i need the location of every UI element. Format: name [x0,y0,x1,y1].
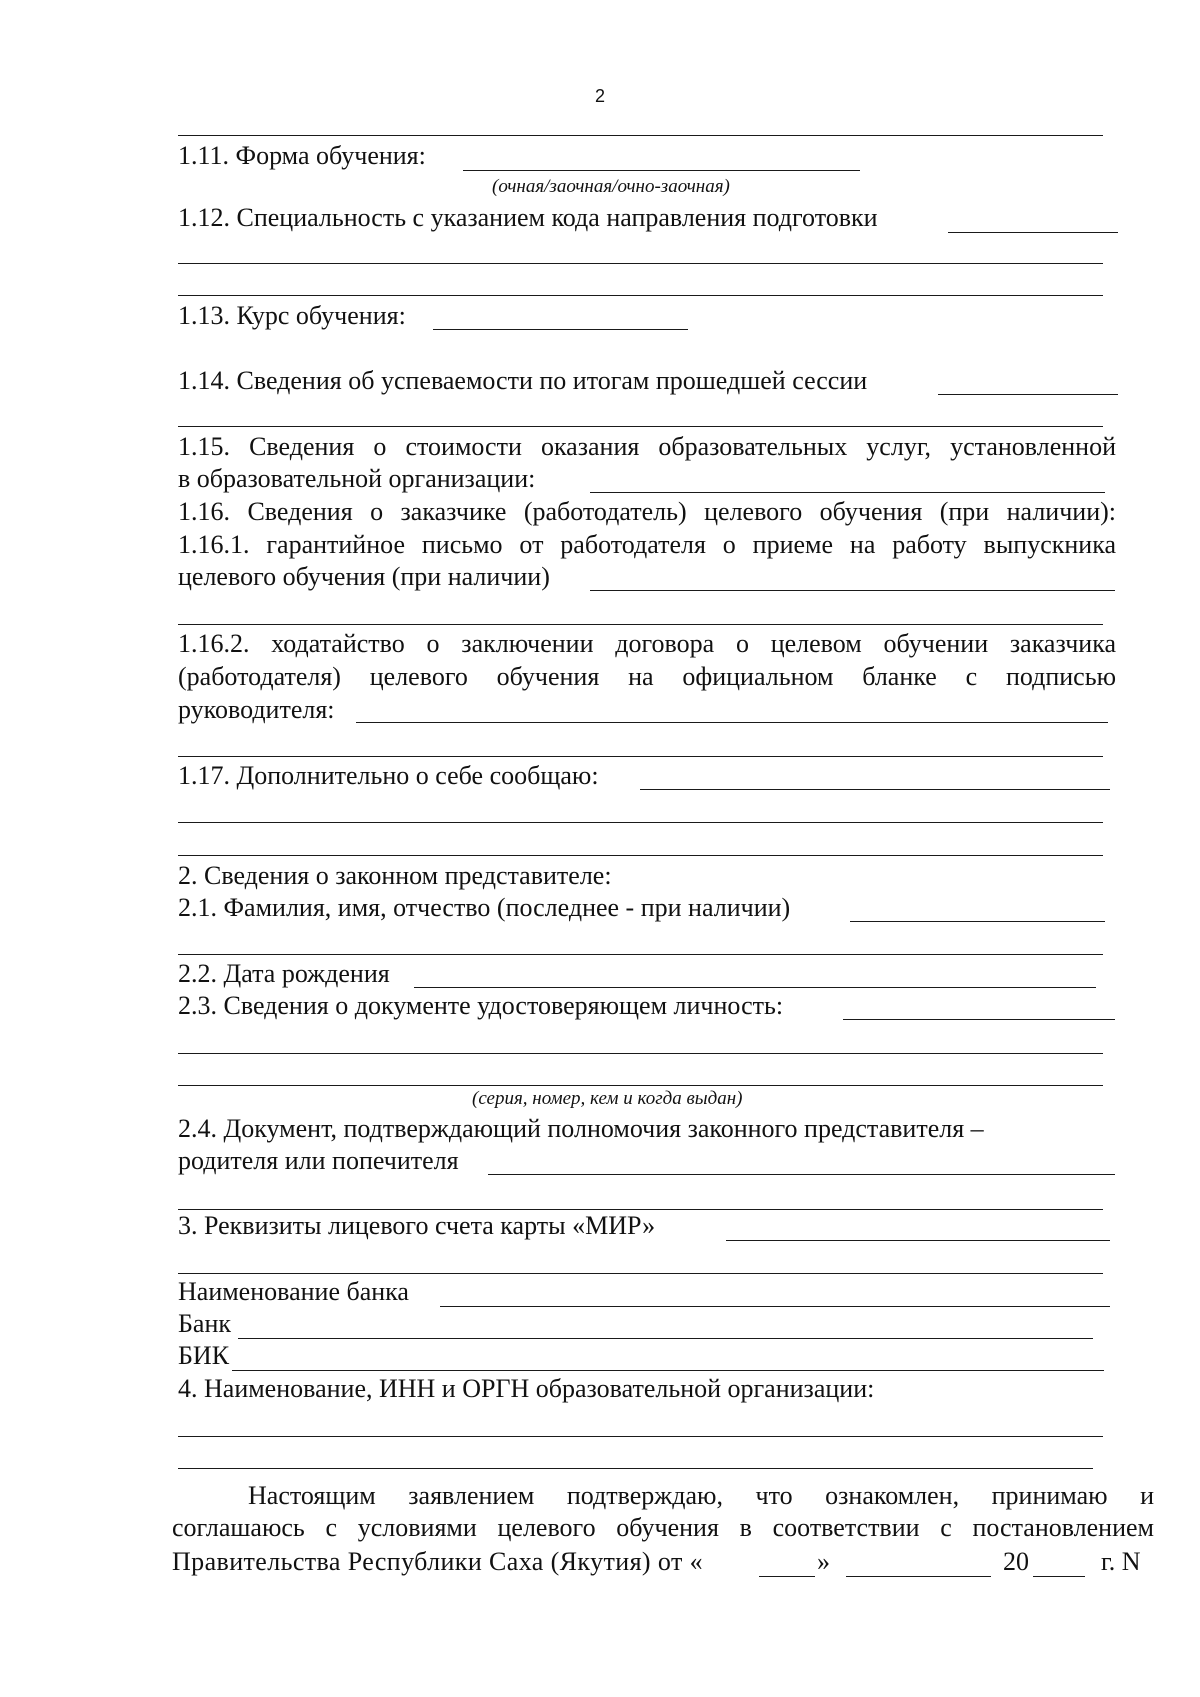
identity-document-hint: (серия, номер, кем и когда выдан) [472,1088,743,1109]
item-1-11-label: 1.11. Форма обучения: [178,141,426,170]
bank-label: Банк [178,1309,232,1338]
additional-info-field[interactable] [640,789,1110,790]
item-1-16-label: 1.16. Сведения о заказчике (работодатель) целевого обучения (при наличии): [178,497,1116,526]
item-1-16-2-line-3: руководителя: [178,695,335,724]
item-1-16-2-line-2: (работодателя) целевого обучения на официальном бланке с подписью [178,662,1116,691]
organization-field[interactable] [178,1436,1103,1437]
item-1-14-label: 1.14. Сведения об успеваемости по итогам прошедшей сессии [178,366,868,395]
specialty-field-line-3[interactable] [178,295,1103,296]
representative-name-field-line-2[interactable] [178,954,1103,955]
card-account-field-line-2[interactable] [178,1273,1103,1274]
decree-year-field[interactable] [1033,1576,1085,1577]
petition-field-line-2[interactable] [178,756,1103,757]
organization-field-line-2[interactable] [178,1468,1093,1469]
item-2-2-label: 2.2. Дата рождения [178,959,390,988]
item-2-label: 2. Сведения о законном представителе: [178,861,612,890]
item-1-15-line-2: в образовательной организации: [178,464,536,493]
course-field[interactable] [433,329,688,330]
additional-info-field-line-2[interactable] [178,822,1103,823]
card-account-field[interactable] [726,1240,1110,1241]
specialty-field[interactable] [948,232,1118,233]
item-1-17-label: 1.17. Дополнительно о себе сообщаю: [178,761,599,790]
decree-month-field[interactable] [846,1576,991,1577]
bank-name-field[interactable] [440,1306,1110,1307]
bank-name-label: Наименование банка [178,1277,409,1306]
petition-field[interactable] [356,722,1108,723]
item-1-13-label: 1.13. Курс обучения: [178,301,406,330]
representative-name-field[interactable] [850,921,1105,922]
item-1-16-2-line-1: 1.16.2. ходатайство о заключении договора о целевом обучении заказчика [178,629,1116,658]
identity-document-field-line-3[interactable] [178,1085,1103,1086]
specialty-field-line-2[interactable] [178,263,1103,264]
item-2-4-line-2: родителя или попечителя [178,1146,459,1175]
final-paragraph-line-3-start: Правительства Республики Саха (Якутия) от « [172,1547,704,1576]
final-paragraph-line-1: Настоящим заявлением подтверждаю, что ознакомлен, принимаю и [248,1481,1154,1510]
bik-label: БИК [178,1341,230,1370]
final-paragraph-line-2: соглашаюсь с условиями целевого обучения в соответствии с постановлением [172,1513,1154,1542]
item-3-label: 3. Реквизиты лицевого счета карты «МИР» [178,1211,656,1240]
item-4-label: 4. Наименование, ИНН и ОРГН образовательной организации: [178,1374,875,1403]
page-number: 2 [594,86,605,106]
study-form-field[interactable] [463,170,860,171]
performance-field[interactable] [938,394,1118,395]
item-2-3-label: 2.3. Сведения о документе удостоверяющем личность: [178,991,784,1020]
authority-document-field-line-2[interactable] [178,1209,1103,1210]
top-rule [178,135,1103,136]
decree-day-field[interactable] [759,1576,815,1577]
final-paragraph-quote-close: » [817,1547,830,1576]
item-1-12-label: 1.12. Специальность с указанием кода направления подготовки [178,203,878,232]
cost-field[interactable] [590,492,1105,493]
item-2-4-line-1: 2.4. Документ, подтверждающий полномочия законного представителя – [178,1114,984,1143]
identity-document-field[interactable] [843,1019,1115,1020]
birth-date-field[interactable] [414,987,1096,988]
item-1-16-1-line-2: целевого обучения (при наличии) [178,562,550,591]
item-1-15-line-1: 1.15. Сведения о стоимости оказания образовательных услуг, установленной [178,432,1116,461]
study-form-hint: (очная/заочная/очно-заочная) [492,176,730,197]
bik-field[interactable] [232,1370,1104,1371]
final-paragraph-year-prefix: 20 [1003,1547,1029,1576]
performance-field-line-2[interactable] [178,426,1103,427]
identity-document-field-line-2[interactable] [178,1053,1103,1054]
authority-document-field[interactable] [488,1174,1115,1175]
item-2-1-label: 2.1. Фамилия, имя, отчество (последнее - при наличии) [178,893,791,922]
guarantee-letter-field[interactable] [590,590,1115,591]
item-1-16-1-line-1: 1.16.1. гарантийное письмо от работодателя о приеме на работу выпускника [178,530,1116,559]
final-paragraph-number-prefix: г. N [1101,1547,1141,1576]
bank-field[interactable] [238,1338,1093,1339]
additional-info-field-line-3[interactable] [178,855,1103,856]
guarantee-letter-field-line-2[interactable] [178,624,1103,625]
